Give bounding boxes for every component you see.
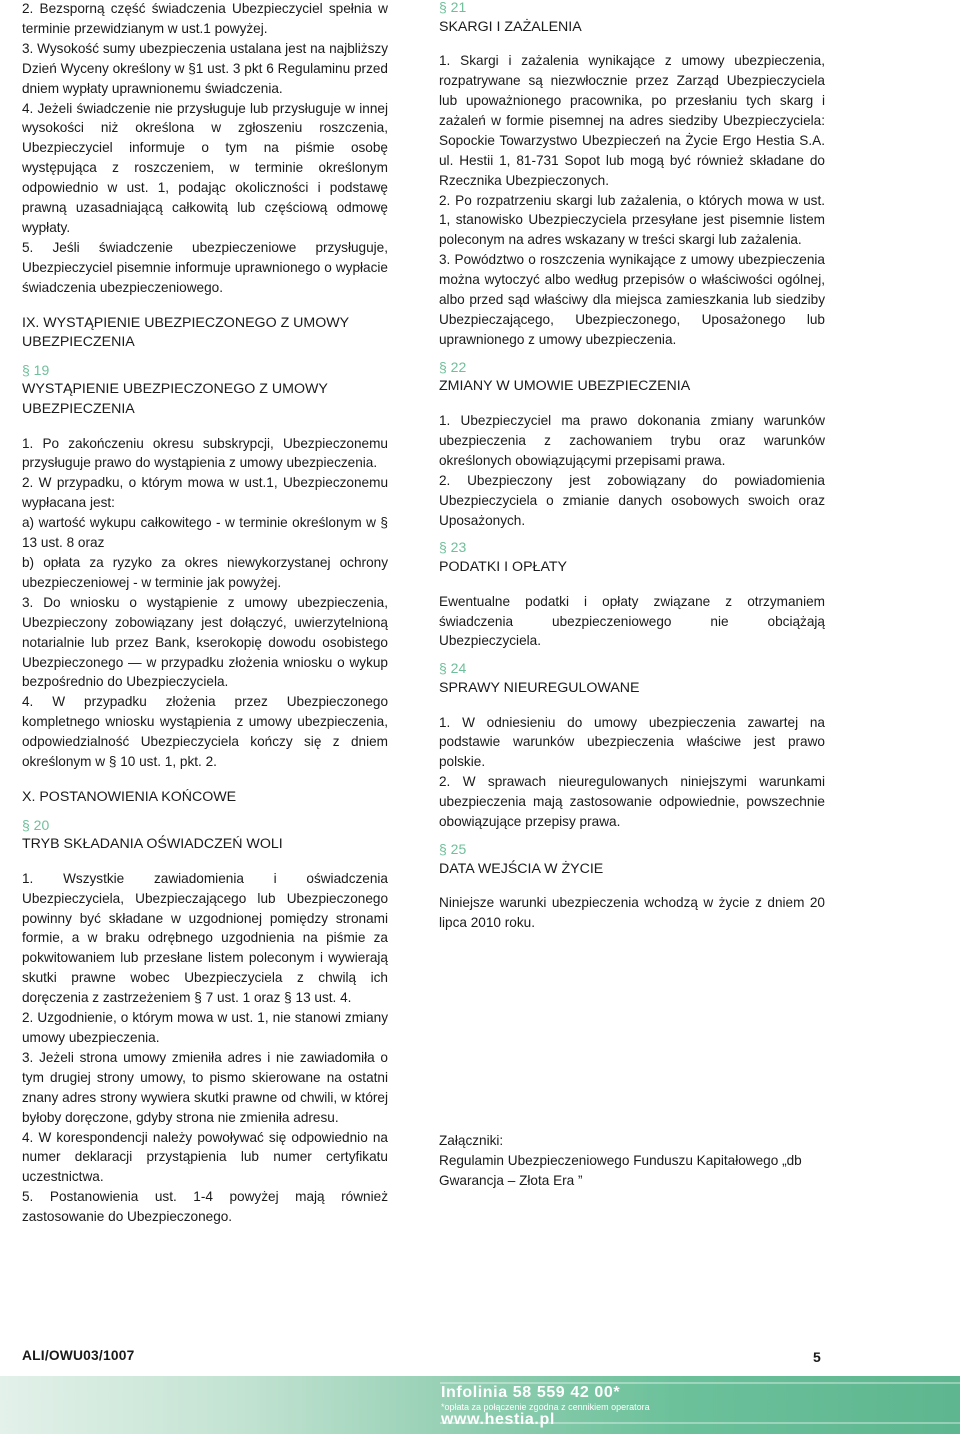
chapter-heading: X. POSTANOWIENIA KOŃCOWE bbox=[22, 788, 237, 805]
attachments-text: Regulamin Ubezpieczeniowego Funduszu Kapitałowego „db Gwarancja – Złota Era ” bbox=[439, 1152, 802, 1188]
paragraph: 2. Uzgodnienie, o którym mowa w ust. 1, nie stanowi zmiany umowy ubezpieczenia. bbox=[22, 1010, 388, 1045]
website-link[interactable]: www.hestia.pl bbox=[441, 1411, 555, 1428]
hotline-text: Infolinia 58 559 42 00* bbox=[441, 1384, 621, 1401]
paragraph: 4. W przypadku złożenia przez Ubezpieczonego kompletnego wniosku wystąpienia z umowy ubezpieczenia, odpowiedzialność Ubezpieczyciela kończy się z dniem określonym w § 10 ust. 1, pkt. 2. bbox=[22, 694, 388, 770]
section-title: TRYB SKŁADANIA OŚWIADCZEŃ WOLI bbox=[22, 836, 283, 853]
paragraph: 1. Skargi i zażalenia wynikające z umowy ubezpieczenia, rozpatrywane są niezwłocznie przez Zarząd Ubezpieczyciela lub upoważnionego pracownika, po przesłaniu tych skarg i zażaleń w formie pisemnej na adres siedziby Ubezpieczyciela: Sopockie Towarzystwo Ubezpieczeń na Życie Ergo Hestia S.A. ul. Hestii 1, 81-731 Sopot lub mogą być również składane do Rzecznika Ubezpieczonych. bbox=[439, 53, 825, 188]
paragraph: 4. W korespondencji należy powoływać się odpowiednio na numer deklaracji przystąpienia lub numer certyfikatu uczestnictwa. bbox=[22, 1129, 388, 1185]
paragraph: 2. Ubezpieczony jest zobowiązany do powiadomienia Ubezpieczyciela o zmianie danych osobowych swoich oraz Uposażonych. bbox=[439, 472, 825, 528]
paragraph: 1. Wszystkie zawiadomienia i oświadczenia Ubezpieczyciela, Ubezpieczającego lub Ubezpieczonego powinny być składane w uzgodnionej pomiędzy stronami formie, a w braku odrębnego uzgodnienia na piśmie za pokwitowaniem lub przesłane listem poleconym i wywierają skutki prawne wobec Ubezpieczyciela z chwilą ich doręczenia z zastrzeżeniem § 7 ust. 1 oraz § 13 ust. 4. bbox=[22, 870, 388, 1006]
section-title: WYSTĄPIENIE UBEZPIECZONEGO Z UMOWY UBEZPIECZENIA bbox=[22, 381, 328, 417]
paragraph: a) wartość wykupu całkowitego - w terminie określonym w § 13 ust. 8 oraz bbox=[22, 515, 388, 551]
document-code: ALI/OWU03/1007 bbox=[22, 1348, 135, 1363]
section-number: § 20 bbox=[22, 816, 50, 833]
section-title: ZMIANY W UMOWIE UBEZPIECZENIA bbox=[439, 378, 691, 395]
paragraph: Niniejsze warunki ubezpieczenia wchodzą w życie z dniem 20 lipca 2010 roku. bbox=[439, 895, 825, 931]
section-number: § 22 bbox=[439, 358, 467, 375]
right-column bbox=[439, 0, 825, 1191]
section-number: § 25 bbox=[439, 840, 467, 857]
paragraph: 2. Bezsporną część świadczenia Ubezpieczyciel spełnia w terminie przewidzianym w ust.1 powyżej. bbox=[22, 1, 388, 36]
section-title: PODATKI I OPŁATY bbox=[439, 559, 567, 575]
left-column bbox=[22, 0, 388, 1227]
paragraph: 3. Jeżeli strona umowy zmieniła adres i nie zawiadomiła o tym drugiej strony umowy, to pismo skierowane na ostatni znany adres strony wywiera skutki prawne od chwili, w której byłoby doręczone, gdyby strona nie zmieniła adresu. bbox=[22, 1049, 388, 1125]
section-number: § 24 bbox=[439, 660, 467, 677]
page-number: 5 bbox=[813, 1349, 821, 1365]
paragraph: 5. Jeśli świadczenie ubezpieczeniowe przysługuje, Ubezpieczyciel pisemnie informuje uprawnionego o wypłacie świadczenia ubezpieczeniowego. bbox=[22, 239, 388, 295]
paragraph: 5. Postanowienia ust. 1-4 powyżej mają również zastosowanie do Ubezpieczonego. bbox=[22, 1189, 388, 1225]
section-title: SPRAWY NIEUREGULOWANE bbox=[439, 679, 640, 696]
hotline-note: *opłata za połączenie zgodna z cennikiem operatora bbox=[441, 1402, 650, 1412]
paragraph: 4. Jeżeli świadczenie nie przysługuje lub przysługuje w innej wysokości niż określona w zgłoszeniu roszczenia, Ubezpieczyciel informuje o tym na piśmie osobę występująca z roszczeniem, w terminie określonym odpowiednio w ust. 1, podając okoliczności i podstawę prawną uzasadniającą całkowitą lub częściową odmowę wypłaty. bbox=[22, 100, 388, 235]
paragraph: 3. Do wniosku o wystąpienie z umowy ubezpieczenia, Ubezpieczony zobowiązany jest dołączyć, uwierzytelnioną notarialnie lub przez Bank, kserokopię dowodu osobistego Ubezpieczonego — w przypadku złożenia wniosku o wykup bezpośrednio do Ubezpieczyciela. bbox=[22, 594, 388, 690]
paragraph: 3. Wysokość sumy ubezpieczenia ustalana jest na najbliższy Dzień Wyceny określony w §1 ust. 3 pkt 6 Regulaminu przed dniem wypłaty uprawnionemu świadczenia. bbox=[22, 40, 388, 96]
paragraph: 2. W sprawach nieuregulowanych niniejszymi warunkami ubezpieczenia mają zastosowanie odpowiednie, powszechnie obowiązujące przepisy prawa. bbox=[439, 774, 825, 830]
section-title: SKARGI I ZAŻALENIA bbox=[439, 18, 582, 35]
section-number: § 19 bbox=[22, 361, 50, 378]
section-number: § 21 bbox=[439, 0, 467, 15]
paragraph: 2. Po rozpatrzeniu skargi lub zażalenia, o których mowa w ust. 1, stanowisko Ubezpieczyciela przesyłane jest pisemnie listem poleconym na adres wskazany w treści skargi lub zażalenia. bbox=[439, 192, 825, 248]
section-number: § 23 bbox=[439, 539, 467, 556]
paragraph: 1. W odniesieniu do umowy ubezpieczenia zawartej na podstawie warunków ubezpieczenia właściwe jest prawo polskie. bbox=[439, 714, 825, 770]
paragraph: 3. Powództwo o roszczenia wynikające z umowy ubezpieczenia można wytoczyć albo według przepisów o właściwości ogólnej, albo przed sąd właściwy dla miejsca zamieszkania lub siedziby Ubezpieczającego, Ubezpieczonego, Uposażonego lub uprawnionego z umowy ubezpieczenia. bbox=[439, 252, 825, 347]
paragraph: 1. Po zakończeniu okresu subskrypcji, Ubezpieczonemu przysługuje prawo do wystąpienia z umowy ubezpieczenia. bbox=[22, 435, 388, 471]
chapter-heading: IX. WYSTĄPIENIE UBEZPIECZONEGO Z UMOWY UBEZPIECZENIA bbox=[22, 314, 349, 351]
paragraph: 1. Ubezpieczyciel ma prawo dokonania zmiany warunków ubezpieczenia z zachowaniem trybu oraz warunków określonych obowiązującymi przepisami prawa. bbox=[439, 412, 825, 468]
section-title: DATA WEJŚCIA W ŻYCIE bbox=[439, 860, 604, 877]
attachments-label: Załączniki: bbox=[439, 1132, 504, 1148]
paragraph: 2. W przypadku, o którym mowa w ust.1, Ubezpieczonemu wypłacana jest: bbox=[22, 475, 388, 511]
paragraph: Ewentualne podatki i opłaty związane z otrzymaniem świadczenia ubezpieczeniowego nie obciążają Ubezpieczyciela. bbox=[439, 593, 825, 649]
paragraph: b) opłata za ryzyko za okres niewykorzystanej ochrony ubezpieczeniowej - w terminie jak powyżej. bbox=[22, 555, 388, 590]
